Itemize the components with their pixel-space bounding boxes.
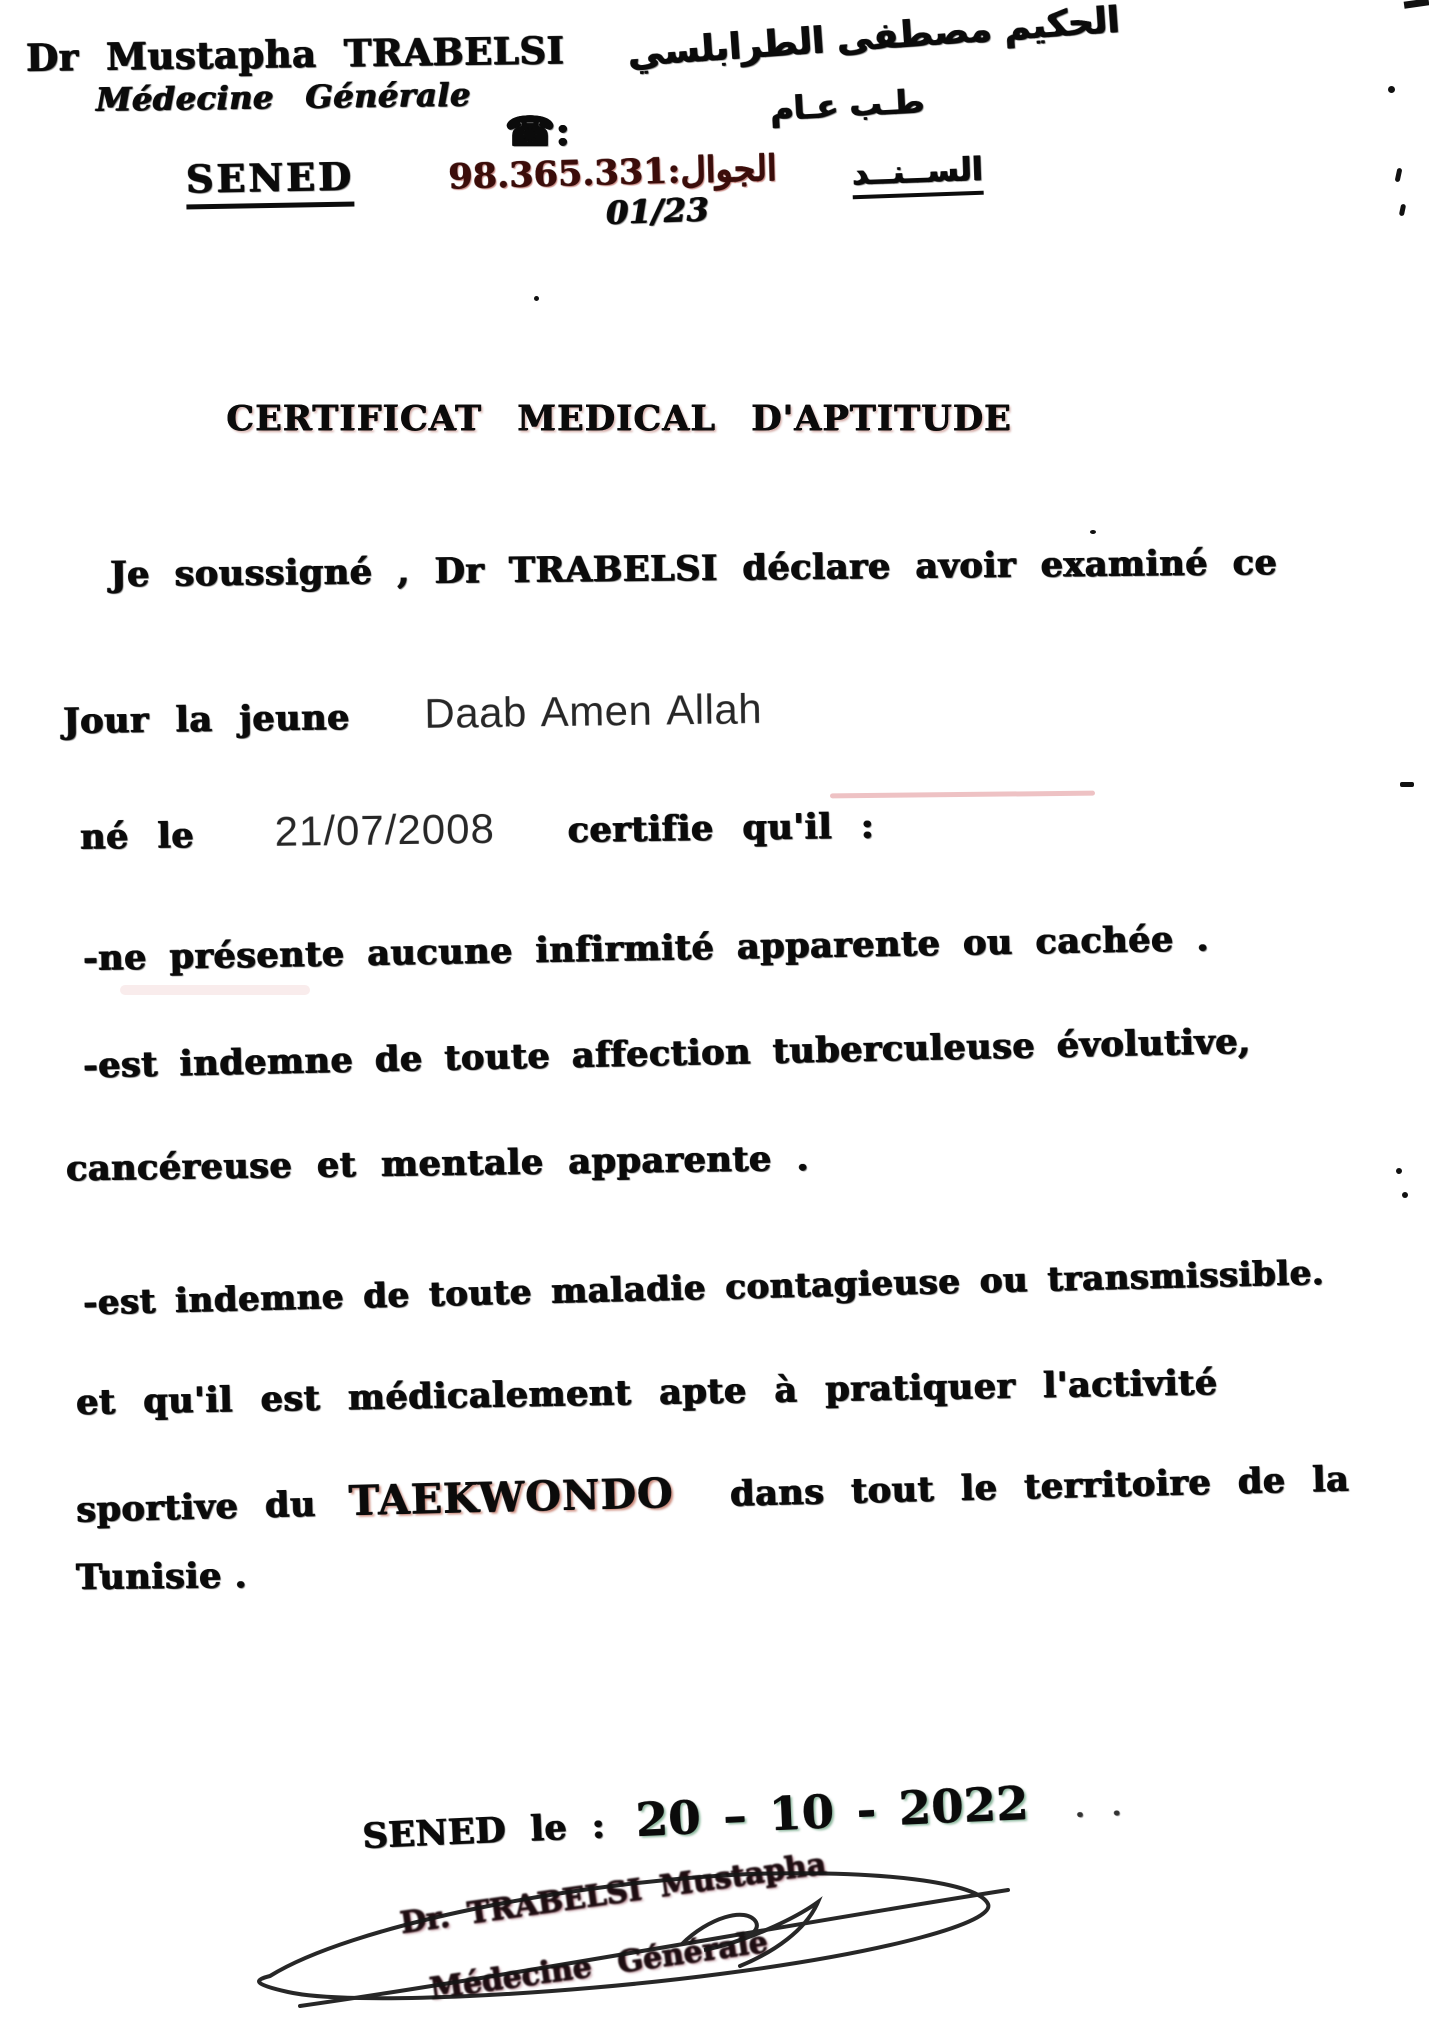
printed-sportive-du: sportive du xyxy=(75,1483,317,1531)
city-name-fr: SENED xyxy=(186,154,355,210)
scan-speck xyxy=(1396,1168,1402,1174)
scan-speck xyxy=(1404,0,1429,9)
scan-smudge-pink xyxy=(830,791,1095,799)
scan-speck xyxy=(1402,1192,1408,1198)
date-label: SENED le : xyxy=(361,1805,607,1857)
certificate-title: CERTIFICAT MEDICAL D'APTITUDE xyxy=(226,398,1012,439)
scan-speck xyxy=(534,296,539,301)
phone-colon: : xyxy=(555,108,571,155)
birthdate-field: 21/07/2008 xyxy=(274,804,496,855)
scan-speck xyxy=(1399,204,1406,217)
sport-name: TAEKWONDO xyxy=(347,1468,674,1525)
printed-label-certifie: certifie qu'il : xyxy=(567,805,875,851)
body-line-contagieuse: -est indemne de toute maladie contagieuse ou transmissible. xyxy=(82,1252,1325,1324)
body-line-soussigne: Je soussigné , Dr TRABELSI déclare avoir examiné ce xyxy=(109,541,1278,596)
signature xyxy=(230,1848,1010,2036)
stamp-doctor-name: Dr. TRABELSI Mustapha xyxy=(397,1846,828,1941)
scan-smudge-pink xyxy=(120,985,310,995)
printed-label-ne-le: né le xyxy=(79,814,195,858)
doctor-specialty-fr: Médecine Générale xyxy=(95,75,472,119)
phone-glyph: ☎ xyxy=(505,108,556,155)
patient-name-field: Daab Amen Allah xyxy=(424,685,763,737)
scan-speck xyxy=(1395,168,1403,183)
phone-icon xyxy=(505,108,571,155)
body-line-sportive xyxy=(76,1452,1350,1531)
scan-dots: . . xyxy=(1074,1791,1132,1823)
body-line-ne-le xyxy=(80,799,875,858)
printed-territoire: dans tout le territoire de la xyxy=(729,1458,1350,1515)
scan-speck xyxy=(1400,782,1414,787)
doctor-specialty-ar: طـب عـام xyxy=(769,81,926,129)
doctor-name-ar: الحكيم مصطفى الطرابلسي xyxy=(626,0,1121,75)
body-line-cancereuse: cancéreuse et mentale apparente . xyxy=(65,1137,810,1190)
body-line-infirmite: -ne présente aucune infirmité apparente ou cachée . xyxy=(82,918,1210,979)
date-line xyxy=(361,1771,1131,1858)
doctor-name-fr: Dr Mustapha TRABELSI xyxy=(25,28,565,80)
body-line-tuberculeuse: -est indemne de toute affection tuberculeuse évolutive, xyxy=(82,1020,1252,1087)
body-line-jour-la-jeune xyxy=(63,685,763,743)
city-name-ar: الســنــد xyxy=(851,150,983,200)
body-line-apte: et qu'il est médicalement apte à pratiquer l'activité xyxy=(75,1362,1218,1423)
stamp-specialty: Médecine Générale xyxy=(427,1924,770,2007)
scan-speck xyxy=(1090,530,1096,534)
phone-number: 98.365.331:الجوال xyxy=(447,147,777,198)
reference-number: 01/23 xyxy=(605,190,710,232)
scan-speck xyxy=(1388,86,1395,93)
date-value: 20 – 10 - 2022 xyxy=(634,1775,1030,1847)
body-line-tunisie: Tunisie . xyxy=(75,1555,248,1598)
printed-label-jeune: Jour la jeune xyxy=(62,696,351,742)
